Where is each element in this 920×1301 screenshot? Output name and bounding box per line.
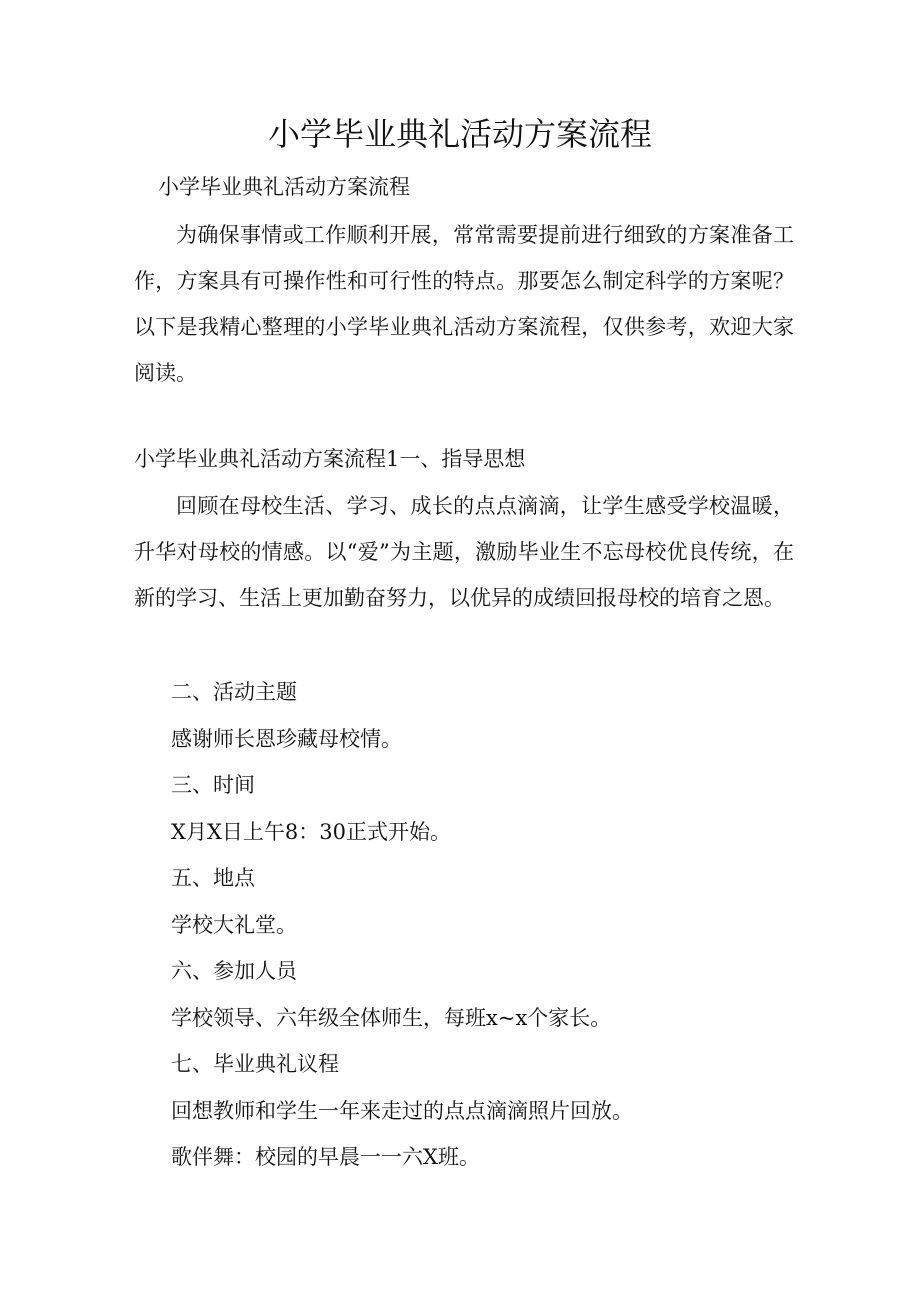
time-text: X月X日上午8：30正式开始。 — [171, 820, 451, 844]
participants-heading: 六、参加人员 — [171, 959, 297, 983]
place-heading: 五、地点 — [171, 866, 255, 890]
time-heading: 三、时间 — [171, 773, 255, 797]
agenda-item: 歌伴舞：校园的早晨一一六X班。 — [171, 1145, 480, 1169]
intro-paragraph: 为确保事情或工作顺利开展，常常需要提前进行细致的方案准备工作，方案具有可操作性和可行性的特点。那要怎么制定科学的方案呢？以下是我精心整理的小学毕业典礼活动方案流程，仅供参考，欢迎大家阅读。 — [134, 223, 794, 385]
place-text: 学校大礼堂。 — [171, 913, 297, 937]
participants-text: 学校领导、六年级全体师生，每班x~x个家长。 — [171, 1006, 612, 1030]
document-title: 小学毕业典礼活动方案流程 — [267, 115, 652, 153]
agenda-item: 回想教师和学生一年来走过的点点滴滴照片回放。 — [171, 1099, 633, 1123]
theme-heading: 二、活动主题 — [171, 680, 297, 704]
theme-text: 感谢师长恩珍藏母校情。 — [171, 727, 402, 751]
section-heading-guiding-thought: 小学毕业典礼活动方案流程1一、指导思想 — [134, 447, 526, 471]
agenda-heading: 七、毕业典礼议程 — [171, 1052, 339, 1076]
guiding-thought-paragraph: 回顾在母校生活、学习、成长的点点滴滴，让学生感受学校温暖，升华对母校的情感。以“爱”为主题，激励毕业生不忘母校优良传统，在新的学习、生活上更加勤奋努力，以优异的成绩回报母校的培育之恩。 — [134, 494, 794, 610]
document-subtitle: 小学毕业典礼活动方案流程 — [158, 175, 410, 199]
